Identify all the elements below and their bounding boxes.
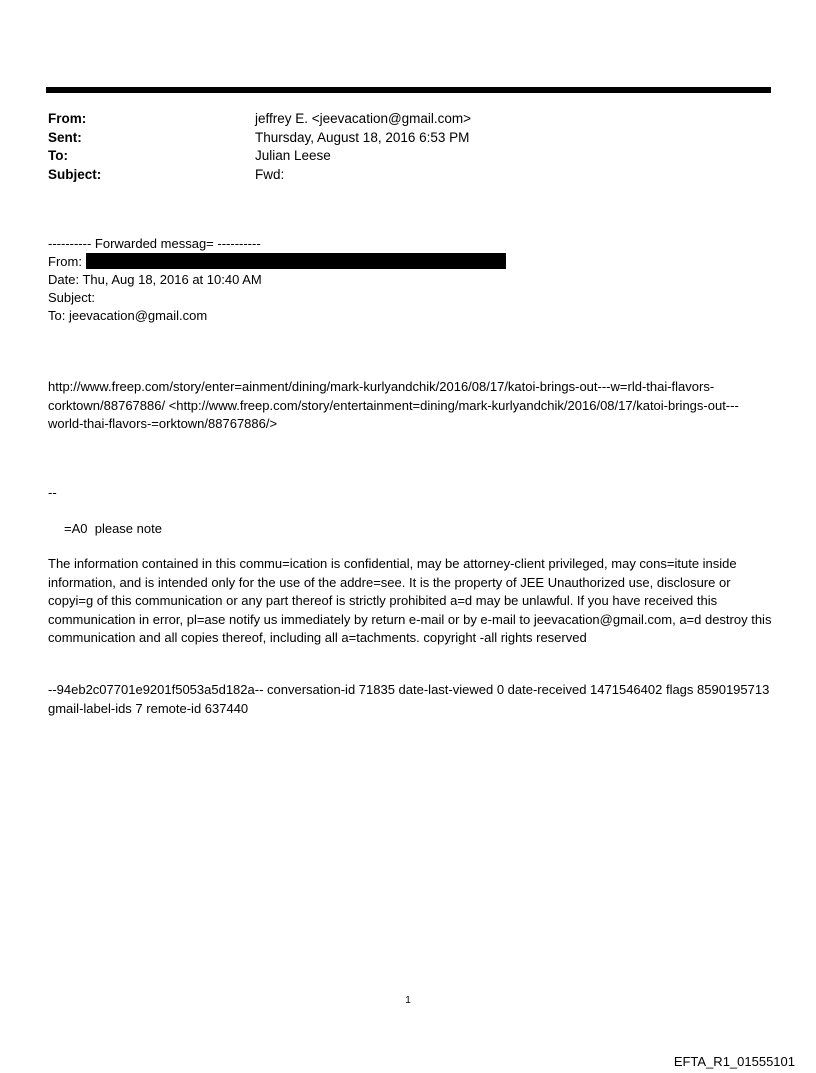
forwarded-message-header bbox=[48, 235, 768, 325]
forwarded-to-line: To: jeevacation@gmail.com bbox=[48, 308, 208, 323]
from-row bbox=[48, 110, 768, 129]
article-link[interactable]: http://www.freep.com/story/enter=ainment/dining/mark-kurlyandchik/2016/08/17/katoi-brings-out---w=rld-thai-flavors-corktown/88767886/ <http://www.freep.com/story/entertainment=dining/mark-kurlyandchik/2016/08/17/katoi-brings-out---world-thai-flavors-=orktown/88767886/> bbox=[48, 379, 739, 431]
forwarded-subject-line: Subject: bbox=[48, 290, 95, 305]
email-header bbox=[48, 110, 768, 184]
forwarded-separator: ---------- Forwarded messag= ---------- bbox=[48, 236, 261, 251]
sent-value: Thursday, August 18, 2016 6:53 PM bbox=[255, 129, 470, 145]
bates-number: EFTA_R1_01555101 bbox=[673, 1054, 795, 1069]
please-note-line: =A0 please note bbox=[64, 521, 162, 536]
subject-value: Fwd: bbox=[255, 166, 285, 182]
to-row bbox=[48, 147, 768, 166]
from-value: jeffrey E. <jeevacation@gmail.com> bbox=[255, 111, 472, 126]
to-label: To: bbox=[48, 148, 68, 163]
to-value: Julian Leese bbox=[255, 148, 331, 163]
signature-separator: -- bbox=[48, 485, 57, 500]
sent-row bbox=[48, 129, 768, 148]
subject-row bbox=[48, 166, 768, 185]
redaction-box bbox=[86, 253, 506, 269]
from-label: From: bbox=[48, 111, 87, 126]
header-rule bbox=[46, 87, 771, 93]
confidentiality-disclaimer: The information contained in this commu=ication is confidential, may be attorney-client privileged, may cons=itute inside information, and is intended only for the use of the addre=see. It is the property of JEE Unauthorized use, disclosure or copyi=g of this communication or any part thereof is strictly prohibited a=d may be unlawful. If you have received this communication in error, pl=ase notify us immediately by return e-mail or by e-mail to jeevacation@gmail.com, a=d destroy this communication and all copies thereof, including all a=tachments. copyright -all rights reserved bbox=[48, 556, 772, 645]
forwarded-from-label: From: bbox=[48, 254, 82, 269]
message-metadata: --94eb2c07701e9201f5053a5d182a-- conversation-id 71835 date-last-viewed 0 date-received 1471546402 flags 8590195713 gmail-label-ids 7 remote-id 637440 bbox=[48, 682, 770, 716]
forwarded-date-line: Date: Thu, Aug 18, 2016 at 10:40 AM bbox=[48, 272, 262, 287]
page-number: 1 bbox=[405, 995, 411, 1006]
sent-label: Sent: bbox=[48, 129, 82, 145]
subject-label: Subject: bbox=[48, 166, 102, 182]
forwarded-from-line bbox=[48, 253, 768, 271]
